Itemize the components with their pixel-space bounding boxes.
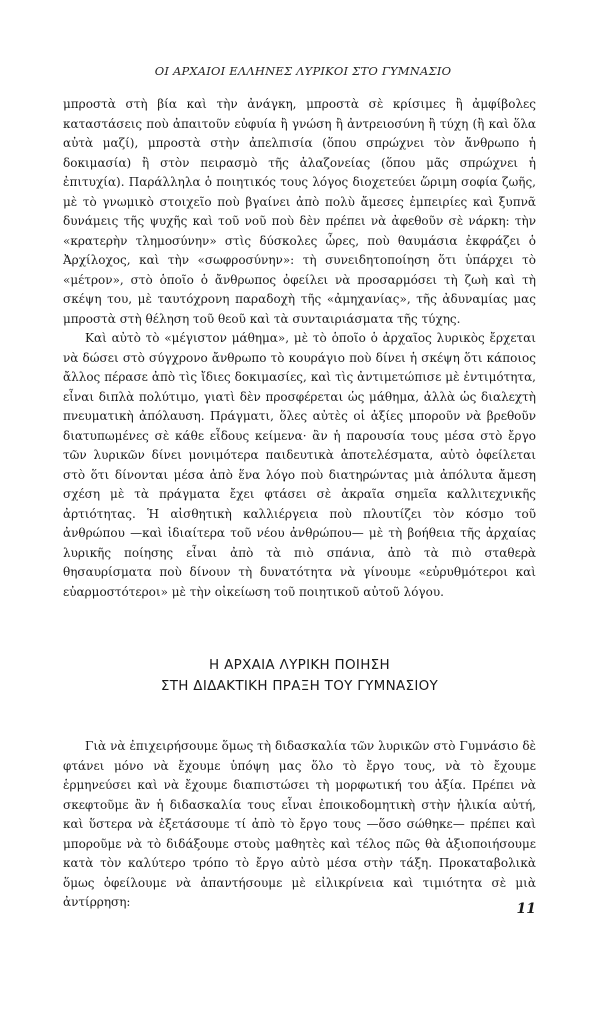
paragraph-3: Γιὰ νὰ ἐπιχειρήσουμε ὅμως τὴ διδασκαλία τῶν λυρικῶν στὸ Γυμνάσιο δὲ φτάνει μόνο νὰ ἔχουμε ὑπόψη μας ὅλο τὸ ἔργο τους, νὰ τὸ ἔχουμε ἑρμηνεύσει καὶ νὰ ἔχουμε διαπιστώσει τὴ μορφωτική του ἀξία. Πρέπει νὰ σκεφτοῦμε ἂν ἡ διδασκαλία τους εἶναι ἐποικοδομητικὴ στὴν ἡλικία αὐτή, καὶ ὕστερα νὰ ἐξετάσουμε τί ἀπὸ τὸ ἔργο τους —ὅσο σώθηκε— πρέπει καὶ μποροῦμε νὰ τὸ διδάξουμε στοὺς μαθητὲς καὶ τέλος πῶς θὰ ἀξιοποιήσουμε κατὰ τὸν καλύτερο τρόπο τὸ ἔργο αὐτὸ μέσα στὴν τάξη. Προκαταβολικὰ ὅμως ὀφείλουμε νὰ ἀπαντήσουμε μὲ εἰλικρίνεια καὶ τιμιότητα σὲ μιὰ ἀντίρρηση: xyxy=(63,739,536,909)
section-1-text xyxy=(63,95,536,602)
paragraph-2: Καὶ αὐτὸ τὸ «μέγιστον μάθημα», μὲ τὸ ὁποῖο ὁ ἀρχαῖος λυρικὸς ἔρχεται νὰ δώσει στὸ σύγχρονο ἄνθρωπο τὸ κουράγιο ποὺ δίνει ἡ σκέψη ὅτι κάποιος ἄλλος πέρασε ἀπὸ τὶς ἴδιες δοκιμασίες, καὶ τὶς ἀντιμετώπισε μὲ ἐντιμότητα, εἶναι διπλὰ πολύτιμο, γιατὶ δὲν προσφέρεται ὡς μάθημα, ἀλλὰ ὡς διαλεχτὴ πνευματικὴ ἀπόλαυση. Πράγματι, ὅλες αὐτὲς οἱ ἀξίες μποροῦν νὰ βρεθοῦν διατυπωμένες σὲ κάθε εἶδους κείμενα· ἂν ἡ παρουσία τους μέσα στὸ ἔργο τῶν λυρικῶν δίνει μονιμότερα παιδευτικὰ ἀποτελέσματα, αὐτὸ ὀφείλεται στὸ ὅτι δίνονται μέσα ἀπὸ ἕνα λόγο ποὺ διατηρώντας μιὰ ἀπόλυτα ἄμεση σχέση μὲ τὰ πράγματα ἔχει φτάσει σὲ ἀκραῖα σημεῖα καλλιτεχνικῆς ἀρτιότητας. Ἡ αἰσθητικὴ καλλιέργεια ποὺ πλουτίζει τὸν κόσμο τοῦ ἀνθρώπου —καὶ ἰδιαίτερα τοῦ νέου ἀνθρώπου— μὲ τὴ βοήθεια τῆς ἀρχαίας λυρικῆς ποίησης εἶναι ἀπὸ τὰ πιὸ σπάνια, ἀπὸ τὰ πιὸ σταθερὰ θησαυρίσματα ποὺ δίνουν τὴ δυνατότητα νὰ γίνουμε «εὐρυθμότεροι καὶ εὐαρμοστότεροι» μὲ τὴν οἰκείωση τοῦ ποιητικοῦ αὐτοῦ λόγου. xyxy=(63,331,536,599)
paragraph-1: μπροστὰ στὴ βία καὶ τὴν ἀνάγκη, μπροστὰ σὲ κρίσιμες ἢ ἀμφίβολες καταστάσεις ποὺ ἀπαιτοῦν εὐφυία ἢ γνώση ἢ ἀντρειοσύνη ἢ τύχη (ἢ καὶ ὅλα αὐτὰ μαζί), μπροστὰ στὴν ἀπελπισία (ὅπου σπρώχνει τὸν ἄνθρωπο ἡ δοκιμασία) ἢ στὸν πειρασμὸ τῆς ἀλαζονείας (ὅπου μᾶς σπρώχνει ἡ ἐπιτυχία). Παράλληλα ὁ ποιητικός τους λόγος διοχετεύει ὥριμη σοφία ζωῆς, μὲ τὸ γνωμικὸ στοιχεῖο ποὺ βγαίνει ἀπὸ πολὺ ἄμεσες ἐμπειρίες καὶ ξυπνᾶ δυνάμεις τῆς ψυχῆς καὶ τοῦ νοῦ ποὺ δὲν πρέπει νὰ ἀφεθοῦν σὲ νάρκη: τὴν «κρατερὴν τλημοσύνην» στὶς δύσκολες ὧρες, ποὺ θαυμάσια ἐκφράζει ὁ Ἀρχίλοχος, καὶ τὴν «σωφροσύνην»: τὴ συνειδητοποίηση ὅτι ὑπάρχει τὸ «μέτρον», στὸ ὁποῖο ὁ ἄνθρωπος ὀφείλει νὰ προσαρμόσει τὴ ζωὴ καὶ τὴ σκέψη του, μὲ ταυτόχρονη παραδοχὴ τῆς «ἀμηχανίας», τῆς ἀδυναμίας μας μπροστὰ στὴ θέληση τοῦ θεοῦ καὶ τὰ συνταιριάσματα τῆς τύχης. xyxy=(63,97,536,326)
section-2-text xyxy=(63,737,536,913)
running-head: ΟΙ ΑΡΧΑΙΟΙ ΕΛΛΗΝΕΣ ΛΥΡΙΚΟΙ ΣΤΟ ΓΥΜΝΑΣΙΟ xyxy=(154,64,452,78)
section-heading xyxy=(63,655,536,697)
section-heading-line-1: Η ΑΡΧΑΙΑ ΛΥΡΙΚΗ ΠΟΙΗΣΗ xyxy=(209,657,390,673)
page-number: 11 xyxy=(516,901,536,917)
section-heading-line-2: ΣΤΗ ΔΙΔΑΚΤΙΚΗ ΠΡΑΞΗ ΤΟΥ ΓΥΜΝΑΣΙΟΥ xyxy=(160,678,439,694)
